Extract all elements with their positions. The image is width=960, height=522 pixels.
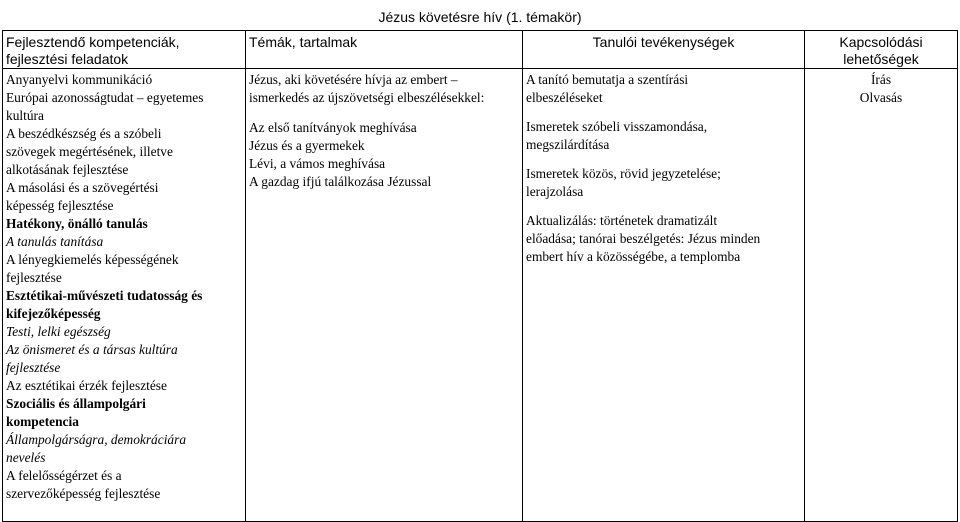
topics-intro-line: Jézus, aki követésére hívja az embert – (249, 72, 458, 87)
competency-line: Európai azonosságtudat – egyetemes (6, 90, 204, 105)
competency-line: nevelés (6, 450, 46, 465)
table-header-row (3, 31, 958, 69)
header-competencies-line-1: Fejlesztendő kompetenciák, (6, 34, 180, 50)
activity-line: megszilárdítása (526, 137, 610, 152)
competency-line: képesség fejlesztése (6, 198, 114, 213)
competency-line: A felelősségérzet és a (6, 468, 122, 483)
competency-line: Állampolgárságra, demokráciára (6, 432, 187, 447)
topic-item: Az első tanítványok meghívása (249, 120, 417, 135)
header-topics: Témák, tartalmak (246, 31, 523, 69)
competency-line: Az önismeret és a társas kultúra (6, 342, 178, 357)
topic-item: Jézus és a gyermekek (249, 138, 365, 153)
competency-line: fejlesztése (6, 360, 61, 375)
link-item: Olvasás (859, 90, 903, 105)
activity-line: elbeszéléseket (526, 90, 603, 105)
spacer (526, 201, 801, 212)
activity-line: Ismeretek közös, rövid jegyzetelése; (526, 166, 721, 181)
activity-line: előadása; tanórai beszélgetés: Jézus minden (526, 231, 761, 246)
activity-line: Aktualizálás: történetek dramatizált (526, 213, 718, 228)
header-links-line-1: Kapcsolódási (839, 34, 923, 50)
competency-line: A beszédkészség és a szóbeli (6, 126, 162, 141)
topic-item: A gazdag ifjú találkozása Jézussal (249, 174, 432, 189)
competency-line: Testi, lelki egészség (6, 324, 111, 339)
page-title: Jézus követésre hív (1. témakör) (378, 9, 582, 25)
topic-item: Lévi, a vámos meghívása (249, 156, 386, 171)
header-links (805, 31, 958, 69)
competencies-cell (3, 69, 246, 522)
competency-line: fejlesztése (6, 270, 62, 285)
competency-line: szervezőképesség fejlesztése (6, 486, 161, 501)
header-links-line-2: lehetőségek (843, 51, 919, 67)
competency-line: A lényegkiemelés képességének (6, 252, 179, 267)
competency-line: Szociális és állampolgári (6, 396, 146, 411)
header-competencies (3, 31, 246, 69)
curriculum-table (2, 30, 958, 522)
spacer (526, 107, 801, 118)
competency-line: Esztétikai-művészeti tudatosság és (6, 288, 203, 303)
competency-line: kifejezőképesség (6, 306, 101, 321)
header-competencies-line-2: fejlesztési feladatok (6, 51, 129, 67)
table-row (3, 69, 958, 522)
competency-line: kompetencia (6, 414, 79, 429)
topics-cell (246, 69, 523, 522)
competency-line: Hatékony, önálló tanulás (6, 216, 148, 231)
competency-line: Anyanyelvi kommunikáció (6, 72, 153, 87)
competency-line: alkotásának fejlesztése (6, 162, 129, 177)
activity-line: embert hív a közösségébe, a templomba (526, 249, 741, 264)
links-cell (805, 69, 958, 522)
competency-line: Az esztétikai érzék fejlesztése (6, 378, 167, 393)
topics-intro-line: ismerkedés az újszövetségi elbeszélésekkel: (249, 90, 485, 105)
activity-line: A tanító bemutatja a szentírási (526, 72, 689, 87)
spacer (249, 107, 519, 119)
activity-line: Ismeretek szóbeli visszamondása, (526, 119, 708, 134)
competency-line: A tanulás tanítása (6, 234, 104, 249)
spacer (526, 154, 801, 165)
competency-line: szövegek megértésének, illetve (6, 144, 173, 159)
activities-cell (523, 69, 805, 522)
link-item: Írás (870, 72, 892, 87)
activity-line: lerajzolása (526, 184, 584, 199)
competency-line: A másolási és a szövegértési (6, 180, 159, 195)
competency-line: kultúra (6, 108, 44, 123)
header-activities: Tanulói tevékenységek (523, 31, 805, 69)
